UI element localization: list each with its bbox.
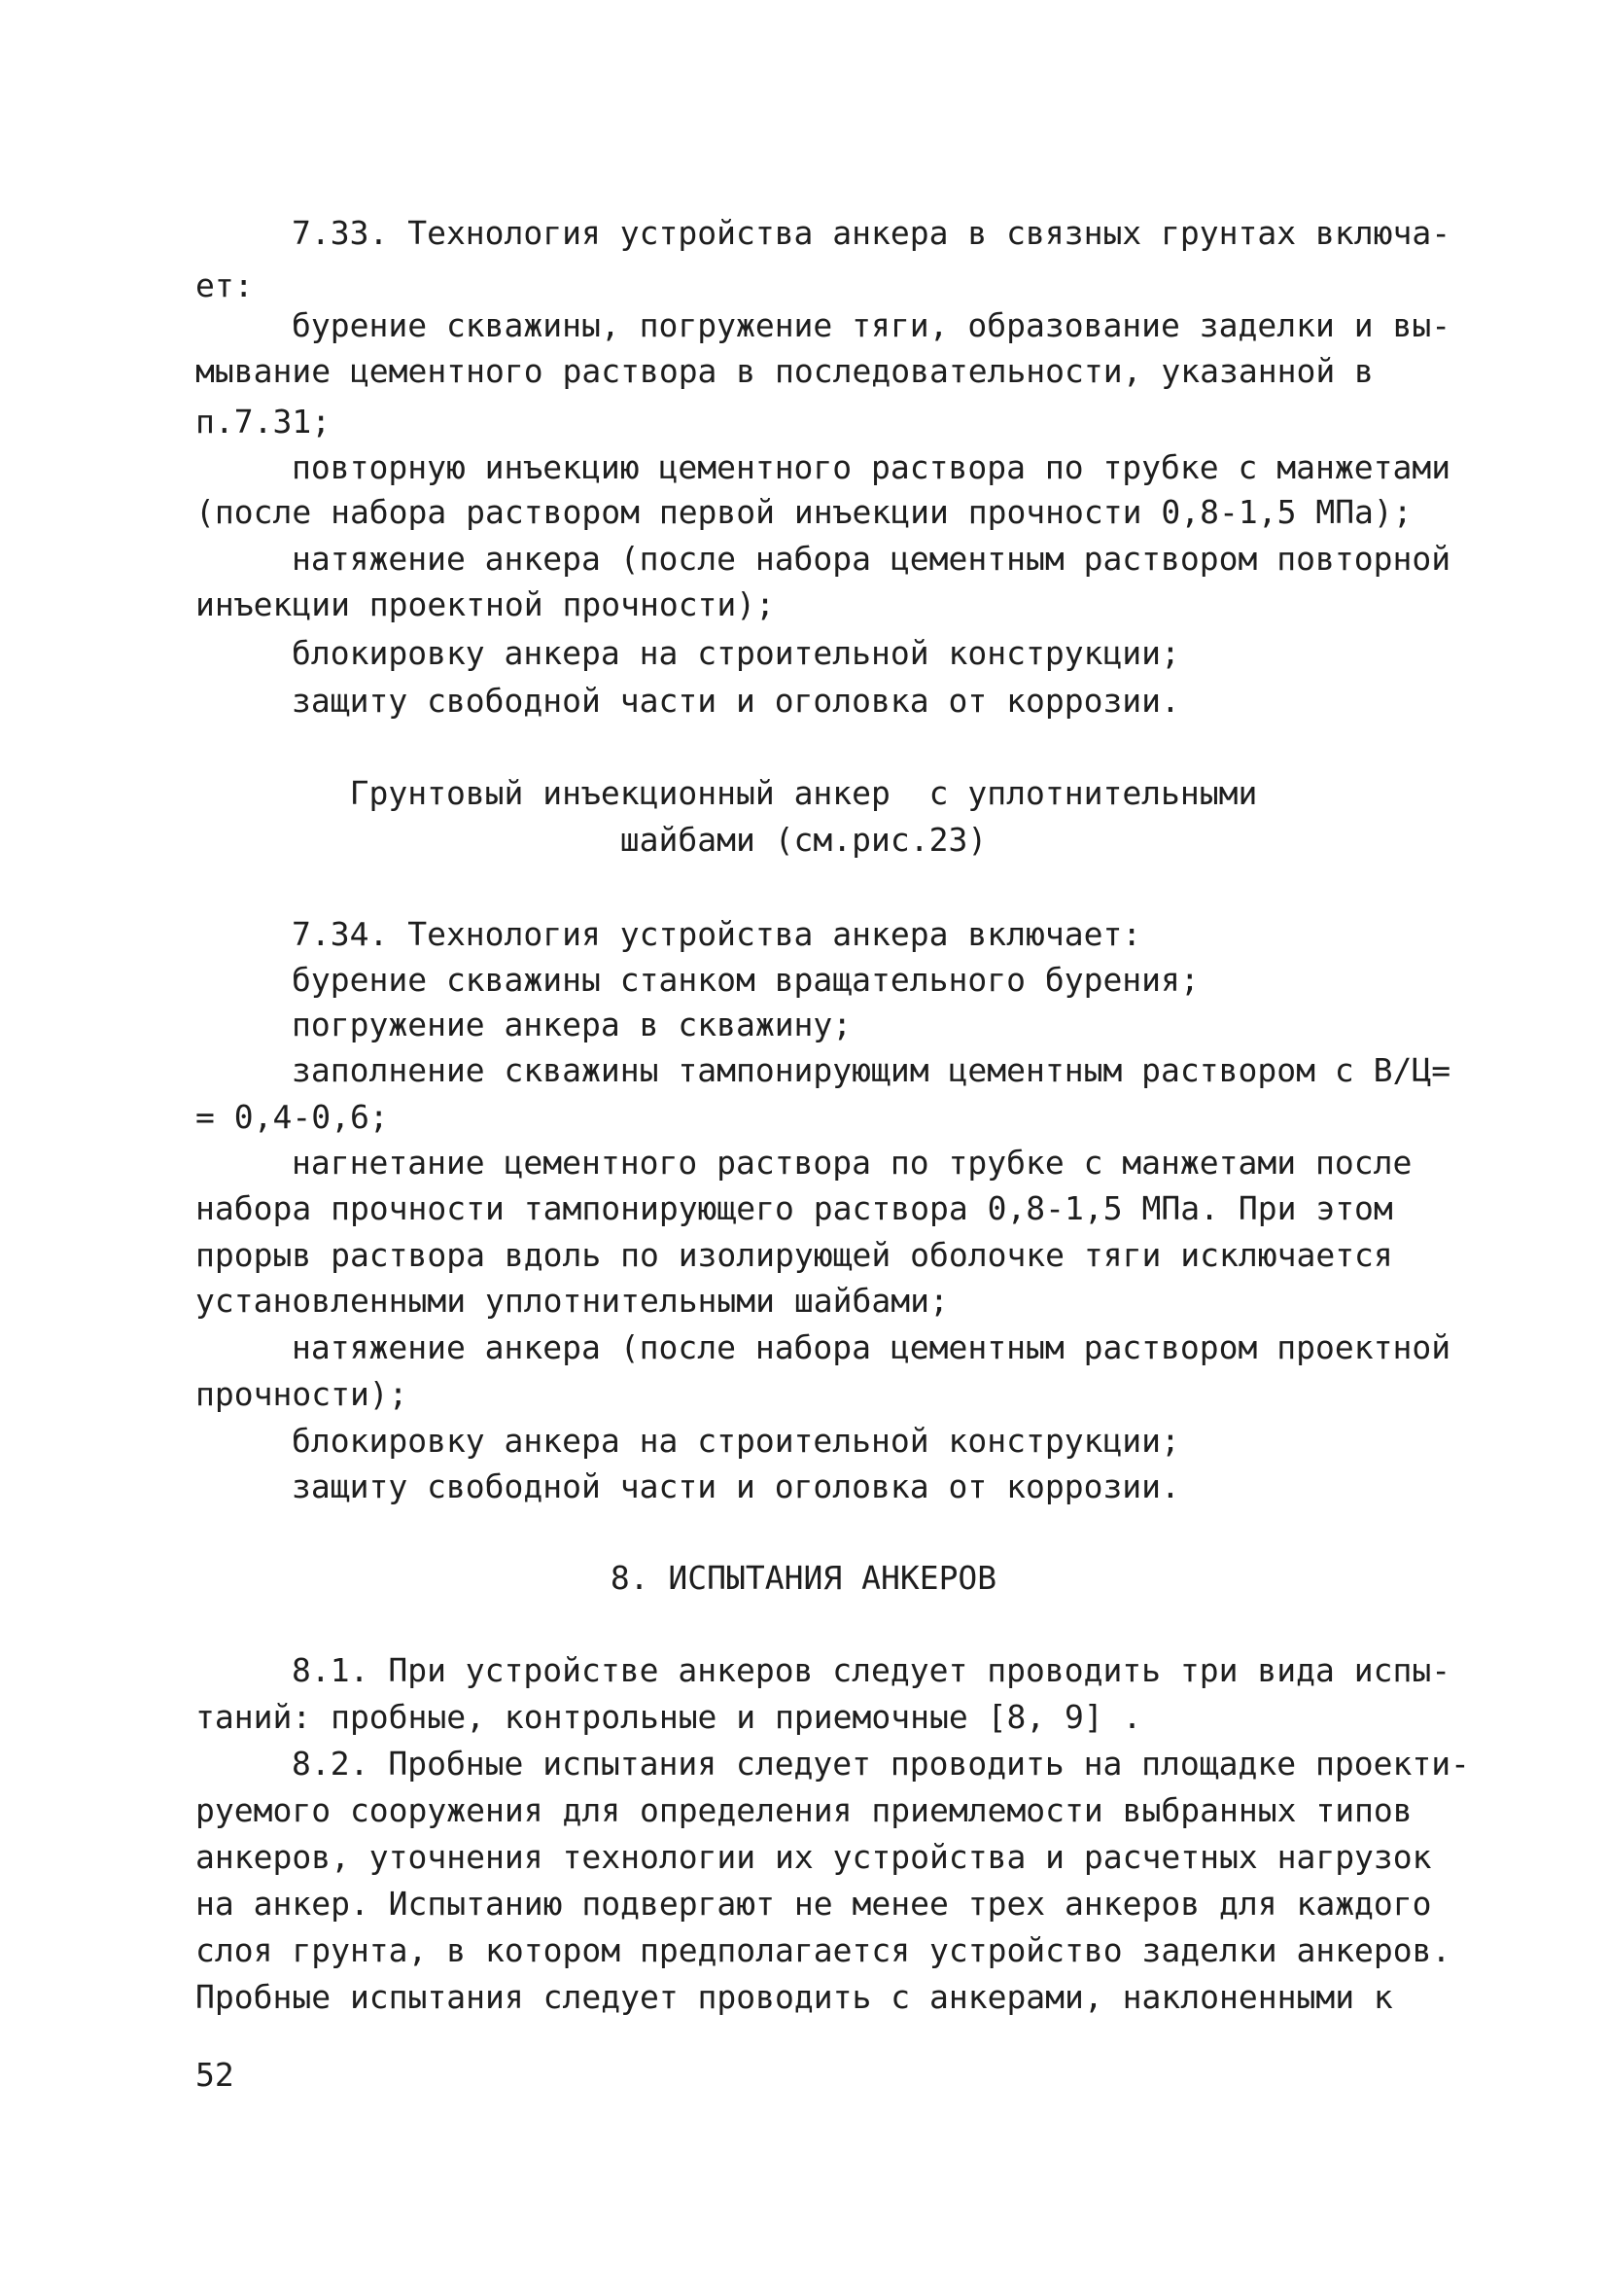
- text-line: Пробные испытания следует проводить с анкерами, наклоненными к: [195, 1978, 1393, 2016]
- text-line: п.7.31;: [195, 403, 332, 441]
- text-line: мывание цементного раствора в последовательности, указанной в: [195, 352, 1374, 390]
- text-line: слоя грунта, в котором предполагается устройство заделки анкеров.: [195, 1931, 1451, 1969]
- text-line: анкеров, уточнения технологии их устройства и расчетных нагрузок: [195, 1838, 1432, 1876]
- text-line: защиту свободной части и оголовка от коррозии.: [292, 682, 1180, 720]
- text-line: защиту свободной части и оголовка от коррозии.: [292, 1467, 1180, 1505]
- text-line: блокировку анкера на строительной конструкции;: [292, 1422, 1180, 1460]
- text-line: бурение скважины, погружение тяги, образование заделки и вы-: [292, 306, 1451, 344]
- text-line: (после набора раствором первой инъекции прочности 0,8-1,5 МПа);: [195, 493, 1413, 531]
- text-line: погружение анкера в скважину;: [292, 1006, 853, 1043]
- text-line: набора прочности тампонирующего раствора 0,8-1,5 МПа. При этом: [195, 1189, 1393, 1227]
- text-line: повторную инъекцию цементного раствора по трубке с манжетами: [292, 448, 1451, 486]
- subheading-line-2: шайбами (см.рис.23): [619, 821, 988, 859]
- text-line: бурение скважины станком вращательного бурения;: [292, 961, 1200, 999]
- text-line: на анкер. Испытанию подвергают не менее трех анкеров для каждого: [195, 1885, 1432, 1923]
- text-line: прорыв раствора вдоль по изолирующей оболочке тяги исключается: [195, 1236, 1393, 1274]
- page-number: 52: [195, 2056, 234, 2094]
- text-line: прочности);: [195, 1375, 408, 1413]
- text-line: = 0,4-0,6;: [195, 1098, 389, 1136]
- text-line: 7.34. Технология устройства анкера включает:: [292, 915, 1142, 953]
- text-line: блокировку анкера на строительной конструкции;: [292, 634, 1180, 672]
- text-line: таний: пробные, контрольные и приемочные [8, 9] .: [195, 1698, 1142, 1736]
- text-line: руемого сооружения для определения приемлемости выбранных типов: [195, 1791, 1413, 1829]
- text-line: натяжение анкера (после набора цементным раствором повторной: [292, 540, 1451, 578]
- text-line: нагнетание цементного раствора по трубке с манжетами после: [292, 1144, 1413, 1182]
- text-line: инъекции проектной прочности);: [195, 585, 776, 623]
- text-line: натяжение анкера (после набора цементным раствором проектной: [292, 1328, 1451, 1366]
- section-heading: 8. ИСПЫТАНИЯ АНКЕРОВ: [610, 1559, 997, 1597]
- text-line: заполнение скважины тампонирующим цементным раствором с В/Ц=: [292, 1051, 1451, 1089]
- subheading-line-1: Грунтовый инъекционный анкер с уплотнительными: [349, 774, 1258, 812]
- text-line: ет:: [195, 266, 254, 304]
- text-line: установленными уплотнительными шайбами;: [195, 1282, 949, 1320]
- text-line: 7.33. Технология устройства анкера в связных грунтах включа-: [292, 214, 1451, 252]
- text-line: 8.1. При устройстве анкеров следует проводить три вида испы-: [292, 1651, 1451, 1689]
- text-line: 8.2. Пробные испытания следует проводить на площадке проекти-: [292, 1745, 1470, 1783]
